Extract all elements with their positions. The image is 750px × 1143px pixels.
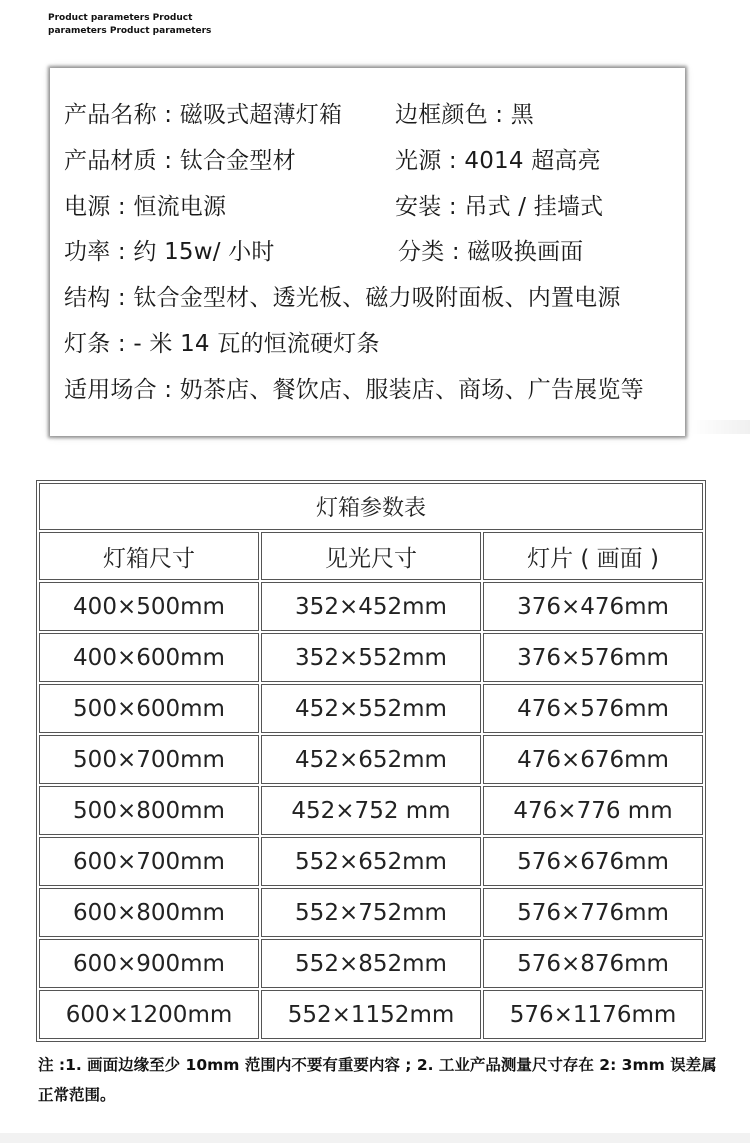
param-light-source: 光源 : 4014 超高亮 [395, 148, 601, 174]
table-cell: 552×1152mm [261, 990, 481, 1039]
table-cell: 576×876mm [483, 939, 703, 988]
table-cell: 452×552mm [261, 684, 481, 733]
table-cell: 552×852mm [261, 939, 481, 988]
table-row [39, 888, 703, 937]
table-cell: 476×776 mm [483, 786, 703, 835]
param-category: 分类 : 磁吸换画面 [398, 239, 584, 265]
table-row [39, 786, 703, 835]
param-power-supply: 电源 : 恒流电源 [64, 194, 227, 220]
param-frame-color: 边框颜色 : 黑 [395, 102, 534, 128]
table-cell: 476×676mm [483, 735, 703, 784]
column-header-graphic-size: 灯片 ( 画面 ) [483, 532, 703, 580]
header-caption: Product parameters Product parameters Product parameters [48, 13, 212, 36]
table-cell: 352×452mm [261, 582, 481, 631]
param-product-name: 产品名称 : 磁吸式超薄灯箱 [64, 102, 343, 128]
table-cell: 600×700mm [39, 837, 259, 886]
table-cell: 552×752mm [261, 888, 481, 937]
table-row [39, 633, 703, 682]
table-cell: 600×1200mm [39, 990, 259, 1039]
param-material: 产品材质 : 钛合金型材 [64, 148, 296, 174]
column-header-visible-size: 见光尺寸 [261, 532, 481, 580]
table-row [39, 837, 703, 886]
table-title: 灯箱参数表 [39, 483, 703, 530]
table-row [39, 990, 703, 1039]
parameter-panel [50, 68, 685, 436]
table-cell: 600×900mm [39, 939, 259, 988]
table-row [39, 735, 703, 784]
param-power: 功率 : 约 15w/ 小时 [64, 239, 275, 265]
table-cell: 552×652mm [261, 837, 481, 886]
table-cell: 376×576mm [483, 633, 703, 682]
edge-shadow [690, 420, 750, 434]
table-cell: 576×776mm [483, 888, 703, 937]
column-header-box-size: 灯箱尺寸 [39, 532, 259, 580]
bottom-strip [0, 1133, 750, 1143]
table-row [39, 684, 703, 733]
table-cell: 400×600mm [39, 633, 259, 682]
param-applications: 适用场合 : 奶茶店、餐饮店、服装店、商场、广告展览等 [64, 377, 644, 403]
spec-table [36, 480, 706, 1042]
table-cell: 576×1176mm [483, 990, 703, 1039]
param-light-strip: 灯条 : - 米 14 瓦的恒流硬灯条 [64, 331, 380, 357]
table-cell: 476×576mm [483, 684, 703, 733]
table-cell: 352×552mm [261, 633, 481, 682]
table-cell: 400×500mm [39, 582, 259, 631]
table-cell: 452×652mm [261, 735, 481, 784]
table-cell: 376×476mm [483, 582, 703, 631]
table-cell: 600×800mm [39, 888, 259, 937]
table-cell: 500×700mm [39, 735, 259, 784]
param-installation: 安装 : 吊式 / 挂墙式 [395, 194, 604, 220]
table-cell: 452×752 mm [261, 786, 481, 835]
table-cell: 576×676mm [483, 837, 703, 886]
footnote: 注 :1. 画面边缘至少 10mm 范围内不要有重要内容 ; 2. 工业产品测量尺寸存在 2: 3mm 误差属正常范围。 [38, 1056, 717, 1104]
table-row [39, 939, 703, 988]
table-cell: 500×800mm [39, 786, 259, 835]
table-row [39, 582, 703, 631]
param-structure: 结构 : 钛合金型材、透光板、磁力吸附面板、内置电源 [64, 285, 621, 311]
table-cell: 500×600mm [39, 684, 259, 733]
